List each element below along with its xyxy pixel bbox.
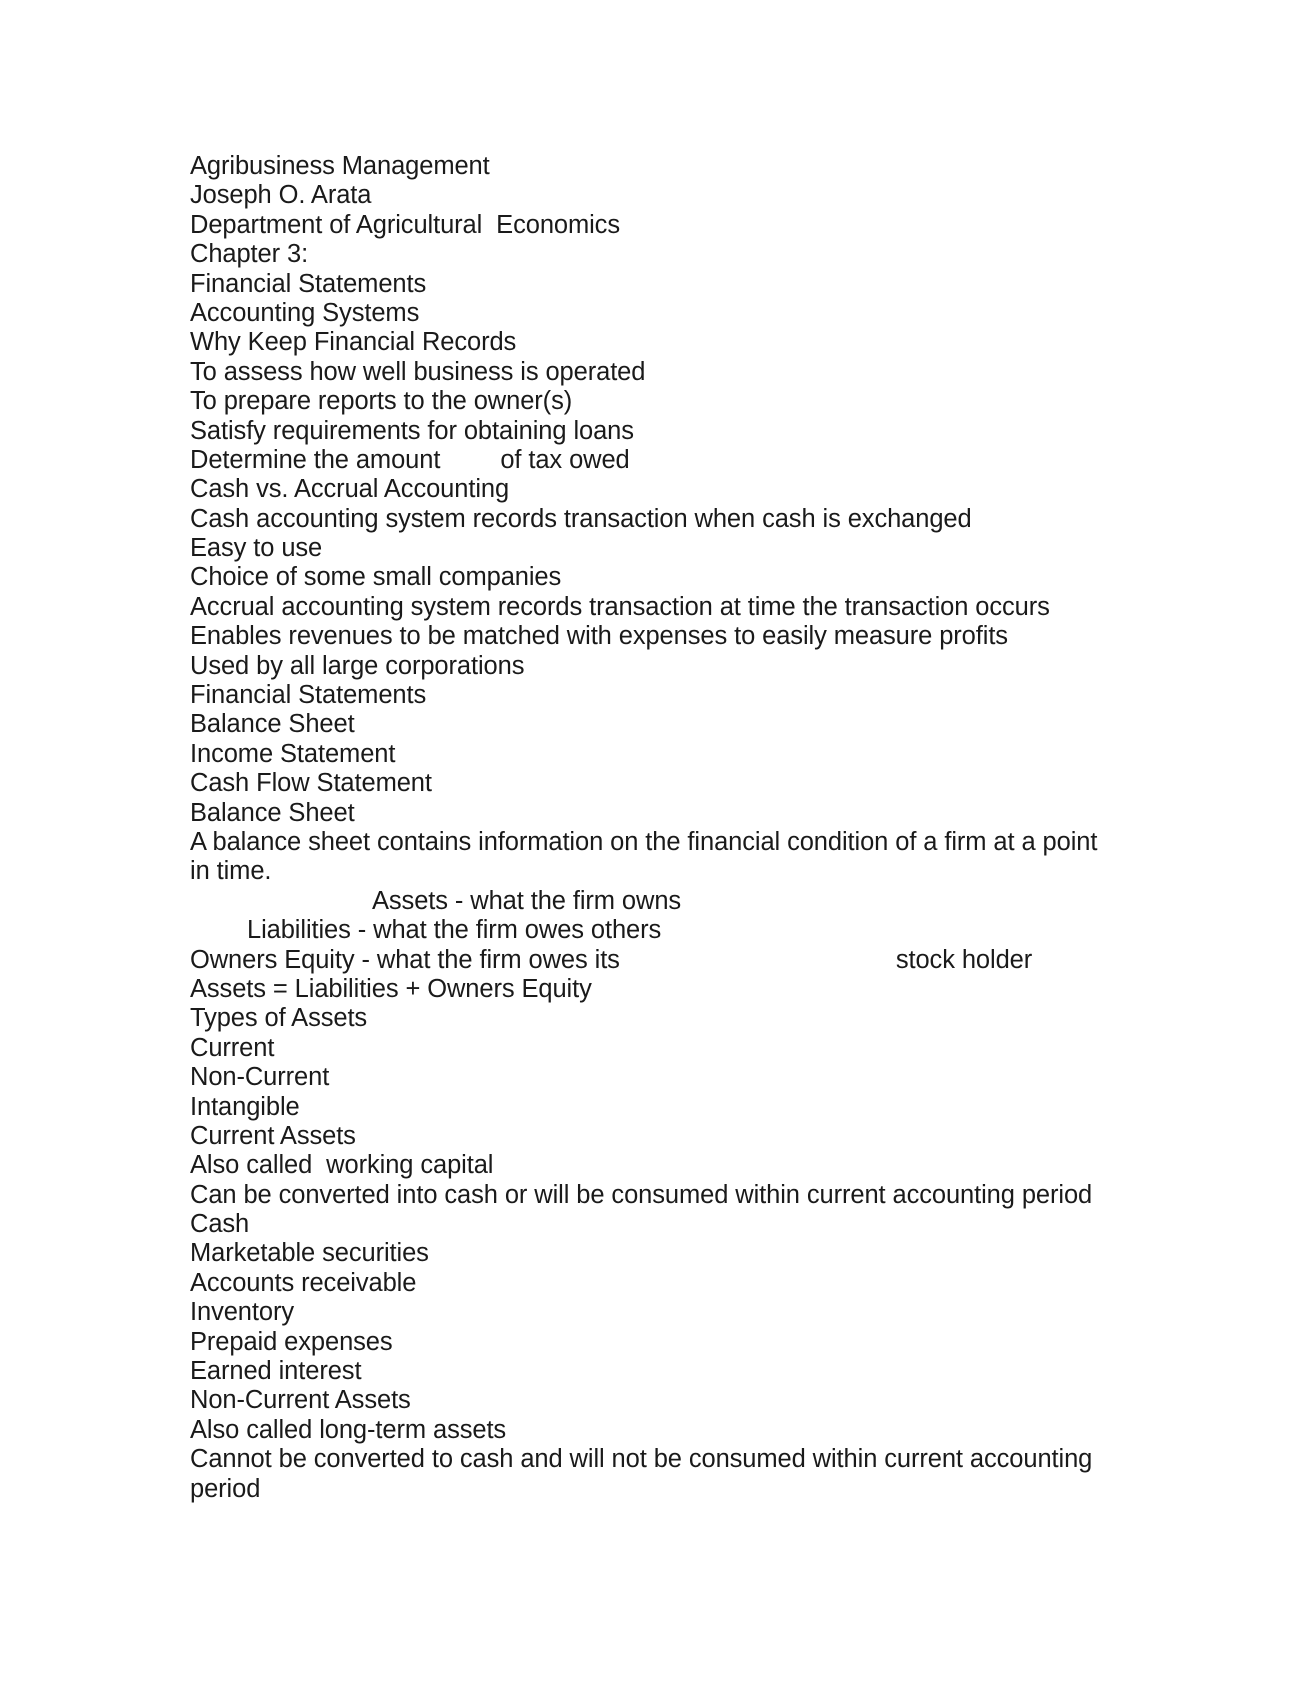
text-line: Also called long-term assets [190,1415,507,1444]
text-line: To assess how well business is operated [190,357,646,386]
equation-line: Assets = Liabilities + Owners Equity [190,974,592,1003]
section-heading: Current Assets [190,1121,356,1150]
text-line [190,446,1150,475]
text-line: in time. [190,857,272,886]
text-line: To prepare reports to the owner(s) [190,387,573,416]
section-heading: Why Keep Financial Records [190,328,517,357]
text-fragment: stock holder [895,945,1033,974]
chapter-number: Chapter 3: [190,240,309,269]
author-name: Joseph O. Arata [190,181,372,210]
text-line: Cannot be converted to cash and will not be consumed within current accounting [190,1445,1093,1474]
text-line: Cash accounting system records transaction when cash is exchanged [190,504,972,533]
section-heading: Accounting Systems [190,298,420,327]
text-line: Prepaid expenses [190,1327,393,1356]
text-line: Cash Flow Statement [190,769,432,798]
text-line: Enables revenues to be matched with expenses to easily measure profits [190,622,1008,651]
text-line: A balance sheet contains information on the financial condition of a firm at a point [190,827,1098,856]
text-line: Inventory [190,1298,294,1327]
section-heading: Non-Current Assets [190,1386,411,1415]
section-heading: Balance Sheet [190,798,355,827]
chapter-title: Financial Statements [190,269,427,298]
section-heading: Financial Statements [190,681,427,710]
text-fragment: Owners Equity - what the firm owes its [190,945,620,974]
text-line: Assets - what the firm owns [372,886,682,915]
text-line: Marketable securities [190,1239,429,1268]
section-heading: Cash vs. Accrual Accounting [190,475,510,504]
text-fragment: Determine the amount [190,445,441,474]
text-line: Accounts receivable [190,1268,417,1297]
text-line: period [190,1474,261,1503]
text-line: Accrual accounting system records transaction at time the transaction occurs [190,592,1050,621]
text-line: Easy to use [190,534,323,563]
text-line: Cash [190,1210,250,1239]
text-line: Liabilities - what the firm owes others [247,916,662,945]
text-line: Non-Current [190,1063,330,1092]
text-line: Satisfy requirements for obtaining loans [190,416,634,445]
course-title: Agribusiness Management [190,152,490,180]
text-line: Can be converted into cash or will be consumed within current accounting period [190,1180,1093,1209]
document-body [190,152,1150,1504]
text-line: Used by all large corporations [190,651,525,680]
section-heading: Types of Assets [190,1004,368,1033]
text-line: Also called working capital [190,1151,494,1180]
text-line: Intangible [190,1092,300,1121]
text-line: Current [190,1033,275,1062]
text-line: Earned interest [190,1357,362,1386]
department-name: Department of Agricultural Economics [190,210,620,239]
text-line: Balance Sheet [190,710,355,739]
text-line: Choice of some small companies [190,563,562,592]
text-line [190,946,1150,975]
text-line: Income Statement [190,739,396,768]
text-fragment: of tax owed [500,445,630,474]
